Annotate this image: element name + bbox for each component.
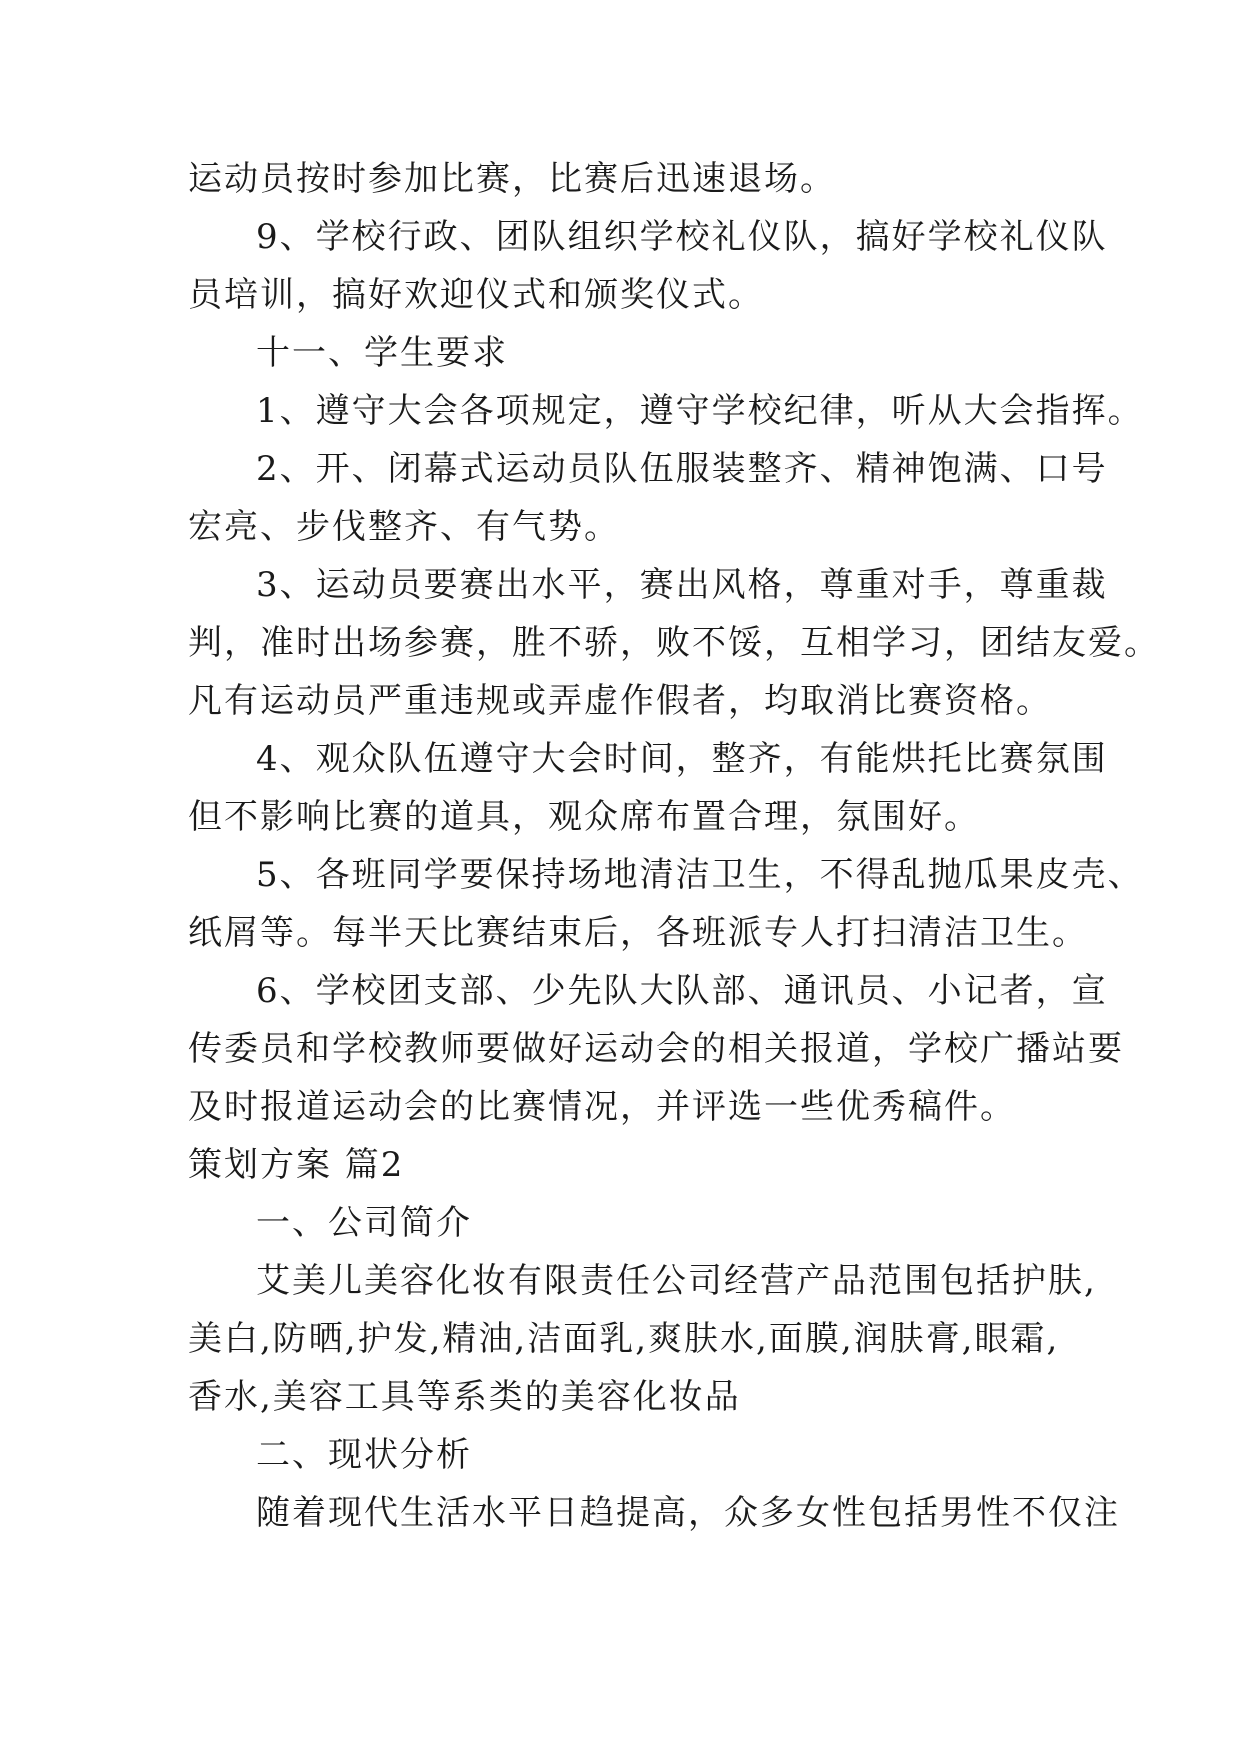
text-line: 宏亮、步伐整齐、有气势。 (188, 507, 620, 547)
text-line: 美白,防晒,护发,精油,洁面乳,爽肤水,面膜,润肤膏,眼霜, (188, 1319, 1060, 1359)
text-line: 及时报道运动会的比赛情况，并评选一些优秀稿件。 (188, 1087, 1016, 1127)
section-heading: 一、公司简介 (256, 1203, 472, 1243)
text-line: 艾美儿美容化妆有限责任公司经营产品范围包括护肤, (256, 1261, 1097, 1301)
document-page (188, 150, 1160, 1542)
document-title: 策划方案 篇2 (188, 1145, 405, 1185)
text-line: 员培训，搞好欢迎仪式和颁奖仪式。 (188, 275, 764, 315)
text-line: 判，准时出场参赛，胜不骄，败不馁，互相学习，团结友爱。 (188, 623, 1160, 663)
text-line: 运动员按时参加比赛，比赛后迅速退场。 (188, 159, 836, 199)
section-heading: 十一、学生要求 (256, 333, 508, 373)
text-line: 传委员和学校教师要做好运动会的相关报道，学校广播站要 (188, 1029, 1124, 1069)
text-line: 纸屑等。每半天比赛结束后，各班派专人打扫清洁卫生。 (188, 913, 1088, 953)
text-line: 9、学校行政、团队组织学校礼仪队，搞好学校礼仪队 (256, 217, 1108, 257)
text-line: 1、遵守大会各项规定，遵守学校纪律，听从大会指挥。 (256, 391, 1144, 431)
text-line: 6、学校团支部、少先队大队部、通讯员、小记者，宣 (256, 971, 1108, 1011)
section-heading: 二、现状分析 (256, 1435, 472, 1475)
text-line: 3、运动员要赛出水平，赛出风格，尊重对手，尊重裁 (256, 565, 1108, 605)
text-line: 凡有运动员严重违规或弄虚作假者，均取消比赛资格。 (188, 681, 1052, 721)
text-line: 2、开、闭幕式运动员队伍服装整齐、精神饱满、口号 (256, 449, 1108, 489)
text-line: 香水,美容工具等系类的美容化妆品 (188, 1377, 741, 1417)
text-line: 4、观众队伍遵守大会时间，整齐，有能烘托比赛氛围 (256, 739, 1108, 779)
text-line: 随着现代生活水平日趋提高，众多女性包括男性不仅注 (256, 1493, 1120, 1533)
text-line: 但不影响比赛的道具，观众席布置合理，氛围好。 (188, 797, 980, 837)
text-line: 5、各班同学要保持场地清洁卫生，不得乱抛瓜果皮壳、 (256, 855, 1144, 895)
